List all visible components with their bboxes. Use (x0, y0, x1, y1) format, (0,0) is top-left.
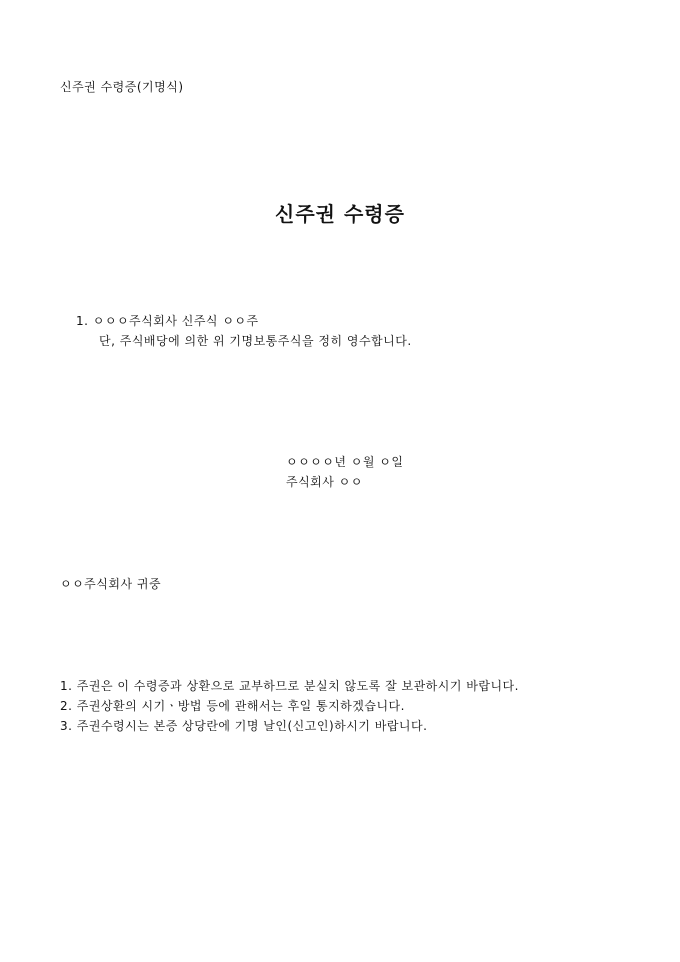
note-item: 2. 주권상환의 시기ㆍ방법 등에 관해서는 후일 통지하겠습니다. (60, 699, 405, 713)
note-item: 3. 주권수령시는 본증 상당란에 기명 날인(신고인)하시기 바랍니다. (60, 719, 428, 733)
receipt-item-1-note: 단, 주식배당에 의한 위 기명보통주식을 정히 영수합니다. (99, 334, 412, 348)
document-type-label: 신주권 수령증(기명식) (60, 80, 184, 94)
notes-list (60, 676, 519, 736)
document-title: 신주권 수령증 (275, 202, 405, 226)
receipt-item-1: 1. ㅇㅇㅇ주식회사 신주식 ㅇㅇ주 (76, 314, 259, 328)
note-item: 1. 주권은 이 수령증과 상환으로 교부하므로 분실치 않도록 잘 보관하시기 바랍니다. (60, 679, 519, 693)
issuer-name: 주식회사 ㅇㅇ (286, 475, 363, 489)
issue-date: ㅇㅇㅇㅇ년 ㅇ월 ㅇ일 (286, 455, 404, 469)
recipient-line: ㅇㅇ주식회사 귀중 (60, 577, 162, 591)
